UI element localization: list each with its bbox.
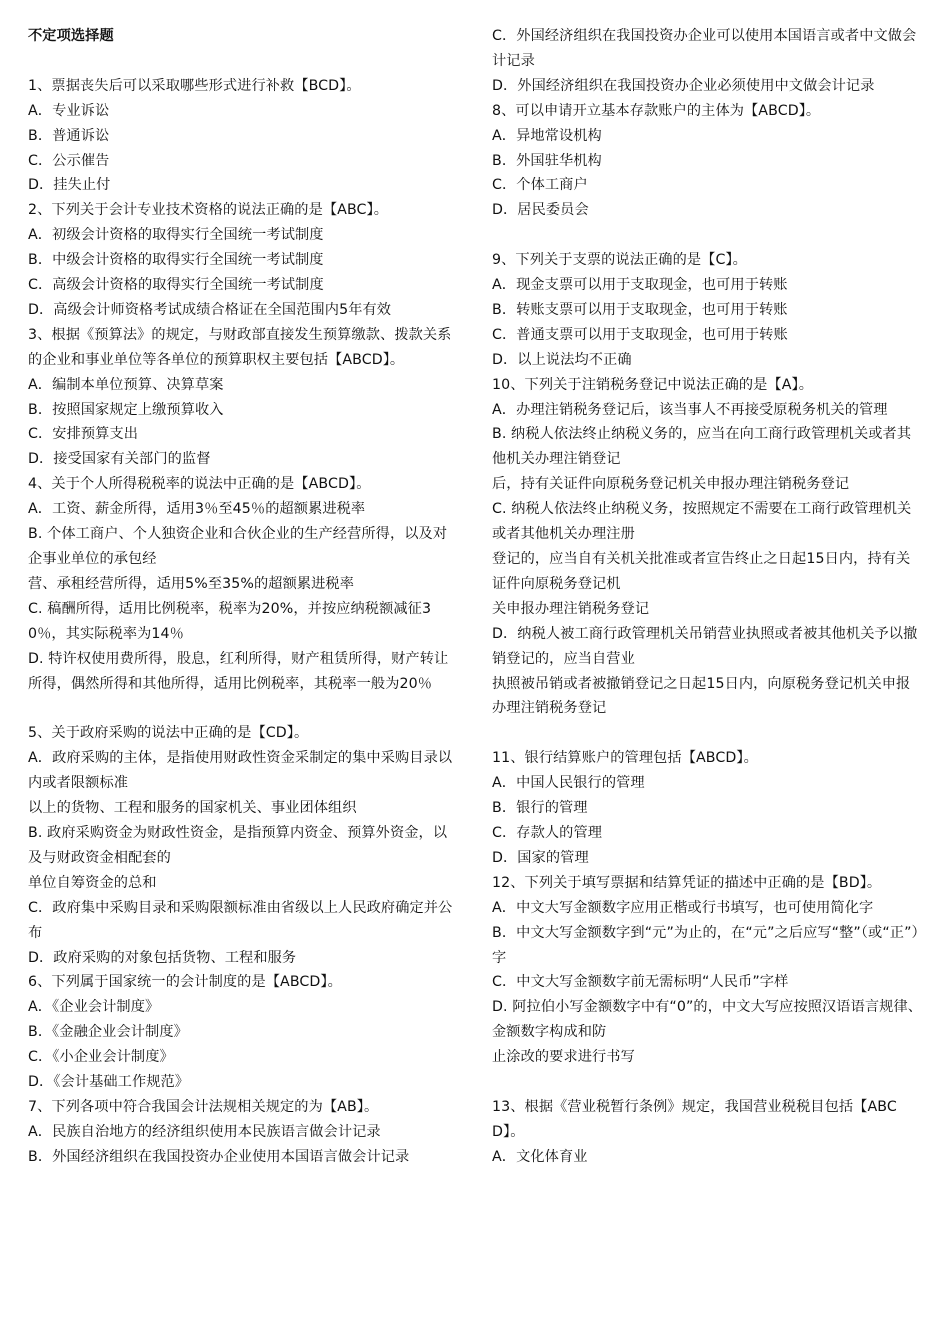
question-text: 7、下列各项中符合我国会计法规相关规定的为【AB】。 [28,1098,379,1115]
question-text: 12、下列关于填写票据和结算凭证的描述中正确的是【BD】。 [492,874,882,891]
option-text: 登记的，应当自有关机关批准或者宣告终止之日起15日内，持有关证件向原税务登记机 [492,551,911,592]
option-text: A．中国人民银行的管理 [492,775,645,792]
option-text: D．国家的管理 [492,849,589,866]
option-text: A．专业诉讼 [28,102,110,119]
option-text: D．《会计基础工作规范》 [28,1074,190,1091]
option-text: D. 阿拉伯小写金额数字中有“0”的，中文大写应按照汉语语言规律、金额数字构成和防 [492,999,923,1041]
question-text: 9、下列关于支票的说法正确的是【C】。 [492,252,747,269]
option-text: B．普通诉讼 [28,127,110,144]
option-text: B．转账支票可以用于支取现金，也可用于转账 [492,301,788,318]
option-text: C. 纳税人依法终止纳税义务，按照规定不需要在工商行政管理机关或者其他机关办理注册 [492,501,912,543]
option-text: 单位自筹资金的总和 [28,874,157,891]
option-text: A．初级会计资格的取得实行全国统一考试制度 [28,227,324,244]
option-text: B．中文大写金额数字到“元”为止的，在“元”之后应写“整”（或“正”）字 [492,924,919,966]
question-text: 4、关于个人所得税税率的说法中正确的是【ABCD】。 [28,476,371,493]
option-text: D．高级会计师资格考试成绩合格证在全国范围内5年有效 [28,301,392,318]
option-text: C. 稿酬所得，适用比例税率，税率为20%，并按应纳税额减征30％，其实际税率为14％ [28,600,432,642]
option-text: C．个体工商户 [492,177,588,194]
option-text: B. 个体工商户、个人独资企业和合伙企业的生产经营所得，以及对企事业单位的承包经 [28,526,448,568]
right-column [492,24,924,1170]
option-text: C．公示催告 [28,152,110,169]
question-text: 5、关于政府采购的说法中正确的是【CD】。 [28,725,309,742]
option-text: D．居民委员会 [492,202,589,219]
question-text: 10、下列关于注销税务登记中说法正确的是【A】。 [492,376,813,393]
option-text: D. 特许权使用费所得，股息，红利所得，财产租赁所得，财产转让所得，偶然所得和其他所得，适用比例税率，其税率一般为20％ [28,650,449,692]
option-text: C．《小企业会计制度》 [28,1049,174,1066]
option-text: A．现金支票可以用于支取现金，也可用于转账 [492,277,788,294]
option-text: B．中级会计资格的取得实行全国统一考试制度 [28,252,324,269]
option-text: B．按照国家规定上缴预算收入 [28,401,224,418]
option-text: C．高级会计资格的取得实行全国统一考试制度 [28,277,324,294]
option-text: C．安排预算支出 [28,426,139,443]
option-text: D．接受国家有关部门的监督 [28,451,211,468]
option-text: D．政府采购的对象包括货物、工程和服务 [28,949,297,966]
blank-line [28,696,460,721]
option-text: B. 纳税人依法终止纳税义务的，应当在向工商行政管理机关或者其他机关办理注销登记 [492,426,912,468]
option-text: B. 政府采购资金为财政性资金，是指预算内资金、预算外资金，以及与财政资金相配套的 [28,824,448,866]
question-text: 1、票据丧失后可以采取哪些形式进行补救【BCD】。 [28,77,361,94]
option-text: B．银行的管理 [492,800,588,817]
option-text: A．中文大写金额数字应用正楷或行书填写，也可使用简化字 [492,899,874,916]
option-text: 营、承租经营所得，适用5%至35%的超额累进税率 [28,575,355,592]
blank-line [28,49,460,74]
question-text: 11、银行结算账户的管理包括【ABCD】。 [492,750,758,767]
option-text: C．存款人的管理 [492,824,603,841]
option-text: A．《企业会计制度》 [28,999,160,1016]
option-text: B．外国驻华机构 [492,152,602,169]
question-text: 13、根据《营业税暂行条例》规定，我国营业税税目包括【ABCD】。 [492,1098,897,1140]
blank-line [492,721,924,746]
option-text: A．文化体育业 [492,1148,588,1165]
option-text: A．政府采购的主体，是指使用财政性资金采制定的集中采购目录以内或者限额标准 [28,750,453,792]
blank-line [492,1070,924,1095]
option-text: C．中文大写金额数字前无需标明“人民币”字样 [492,974,789,991]
option-text: A．异地常设机构 [492,127,602,144]
option-text: A．工资、薪金所得，适用3％至45％的超额累进税率 [28,501,366,518]
option-text: 以上的货物、工程和服务的国家机关、事业团体组织 [28,800,357,817]
question-text: 2、下列关于会计专业技术资格的说法正确的是【ABC】。 [28,202,389,219]
option-text: D．挂失止付 [28,177,111,194]
option-text: 关申报办理注销税务登记 [492,600,650,617]
option-text: C．普通支票可以用于支取现金，也可用于转账 [492,326,788,343]
option-text: D．纳税人被工商行政管理机关吊销营业执照或者被其他机关予以撤销登记的，应当自营业 [492,625,918,667]
option-text: B．外国经济组织在我国投资办企业使用本国语言做会计记录 [28,1148,410,1165]
option-text: 执照被吊销或者被撤销登记之日起15日内，向原税务登记机关申报办理注销税务登记 [492,675,911,717]
question-text: 6、下列属于国家统一的会计制度的是【ABCD】。 [28,974,342,991]
option-text: D．外国经济组织在我国投资办企业必须使用中文做会计记录 [492,77,875,94]
question-text: 8、可以申请开立基本存款账户的主体为【ABCD】。 [492,102,821,119]
option-text: 后，持有关证件向原税务登记机关申报办理注销税务登记 [492,476,850,493]
option-text: 止涂改的要求进行书写 [492,1049,635,1066]
left-column [28,24,460,1170]
option-text: A．办理注销税务登记后，该当事人不再接受原税务机关的管理 [492,401,888,418]
question-text: 3、根据《预算法》的规定，与财政部直接发生预算缴款、拨款关系的企业和事业单位等各单位的预算职权主要包括【ABCD】。 [28,326,452,368]
option-text: C．政府集中采购目录和采购限额标准由省级以上人民政府确定并公布 [28,899,453,941]
option-text: C．外国经济组织在我国投资办企业可以使用本国语言或者中文做会计记录 [492,28,917,69]
option-text: B．《金融企业会计制度》 [28,1024,188,1041]
blank-line [492,223,924,248]
option-text: A．民族自治地方的经济组织使用本民族语言做会计记录 [28,1123,381,1140]
option-text: D．以上说法均不正确 [492,351,632,368]
option-text: A．编制本单位预算、决算草案 [28,376,224,393]
section-title: 不定项选择题 [28,28,114,44]
